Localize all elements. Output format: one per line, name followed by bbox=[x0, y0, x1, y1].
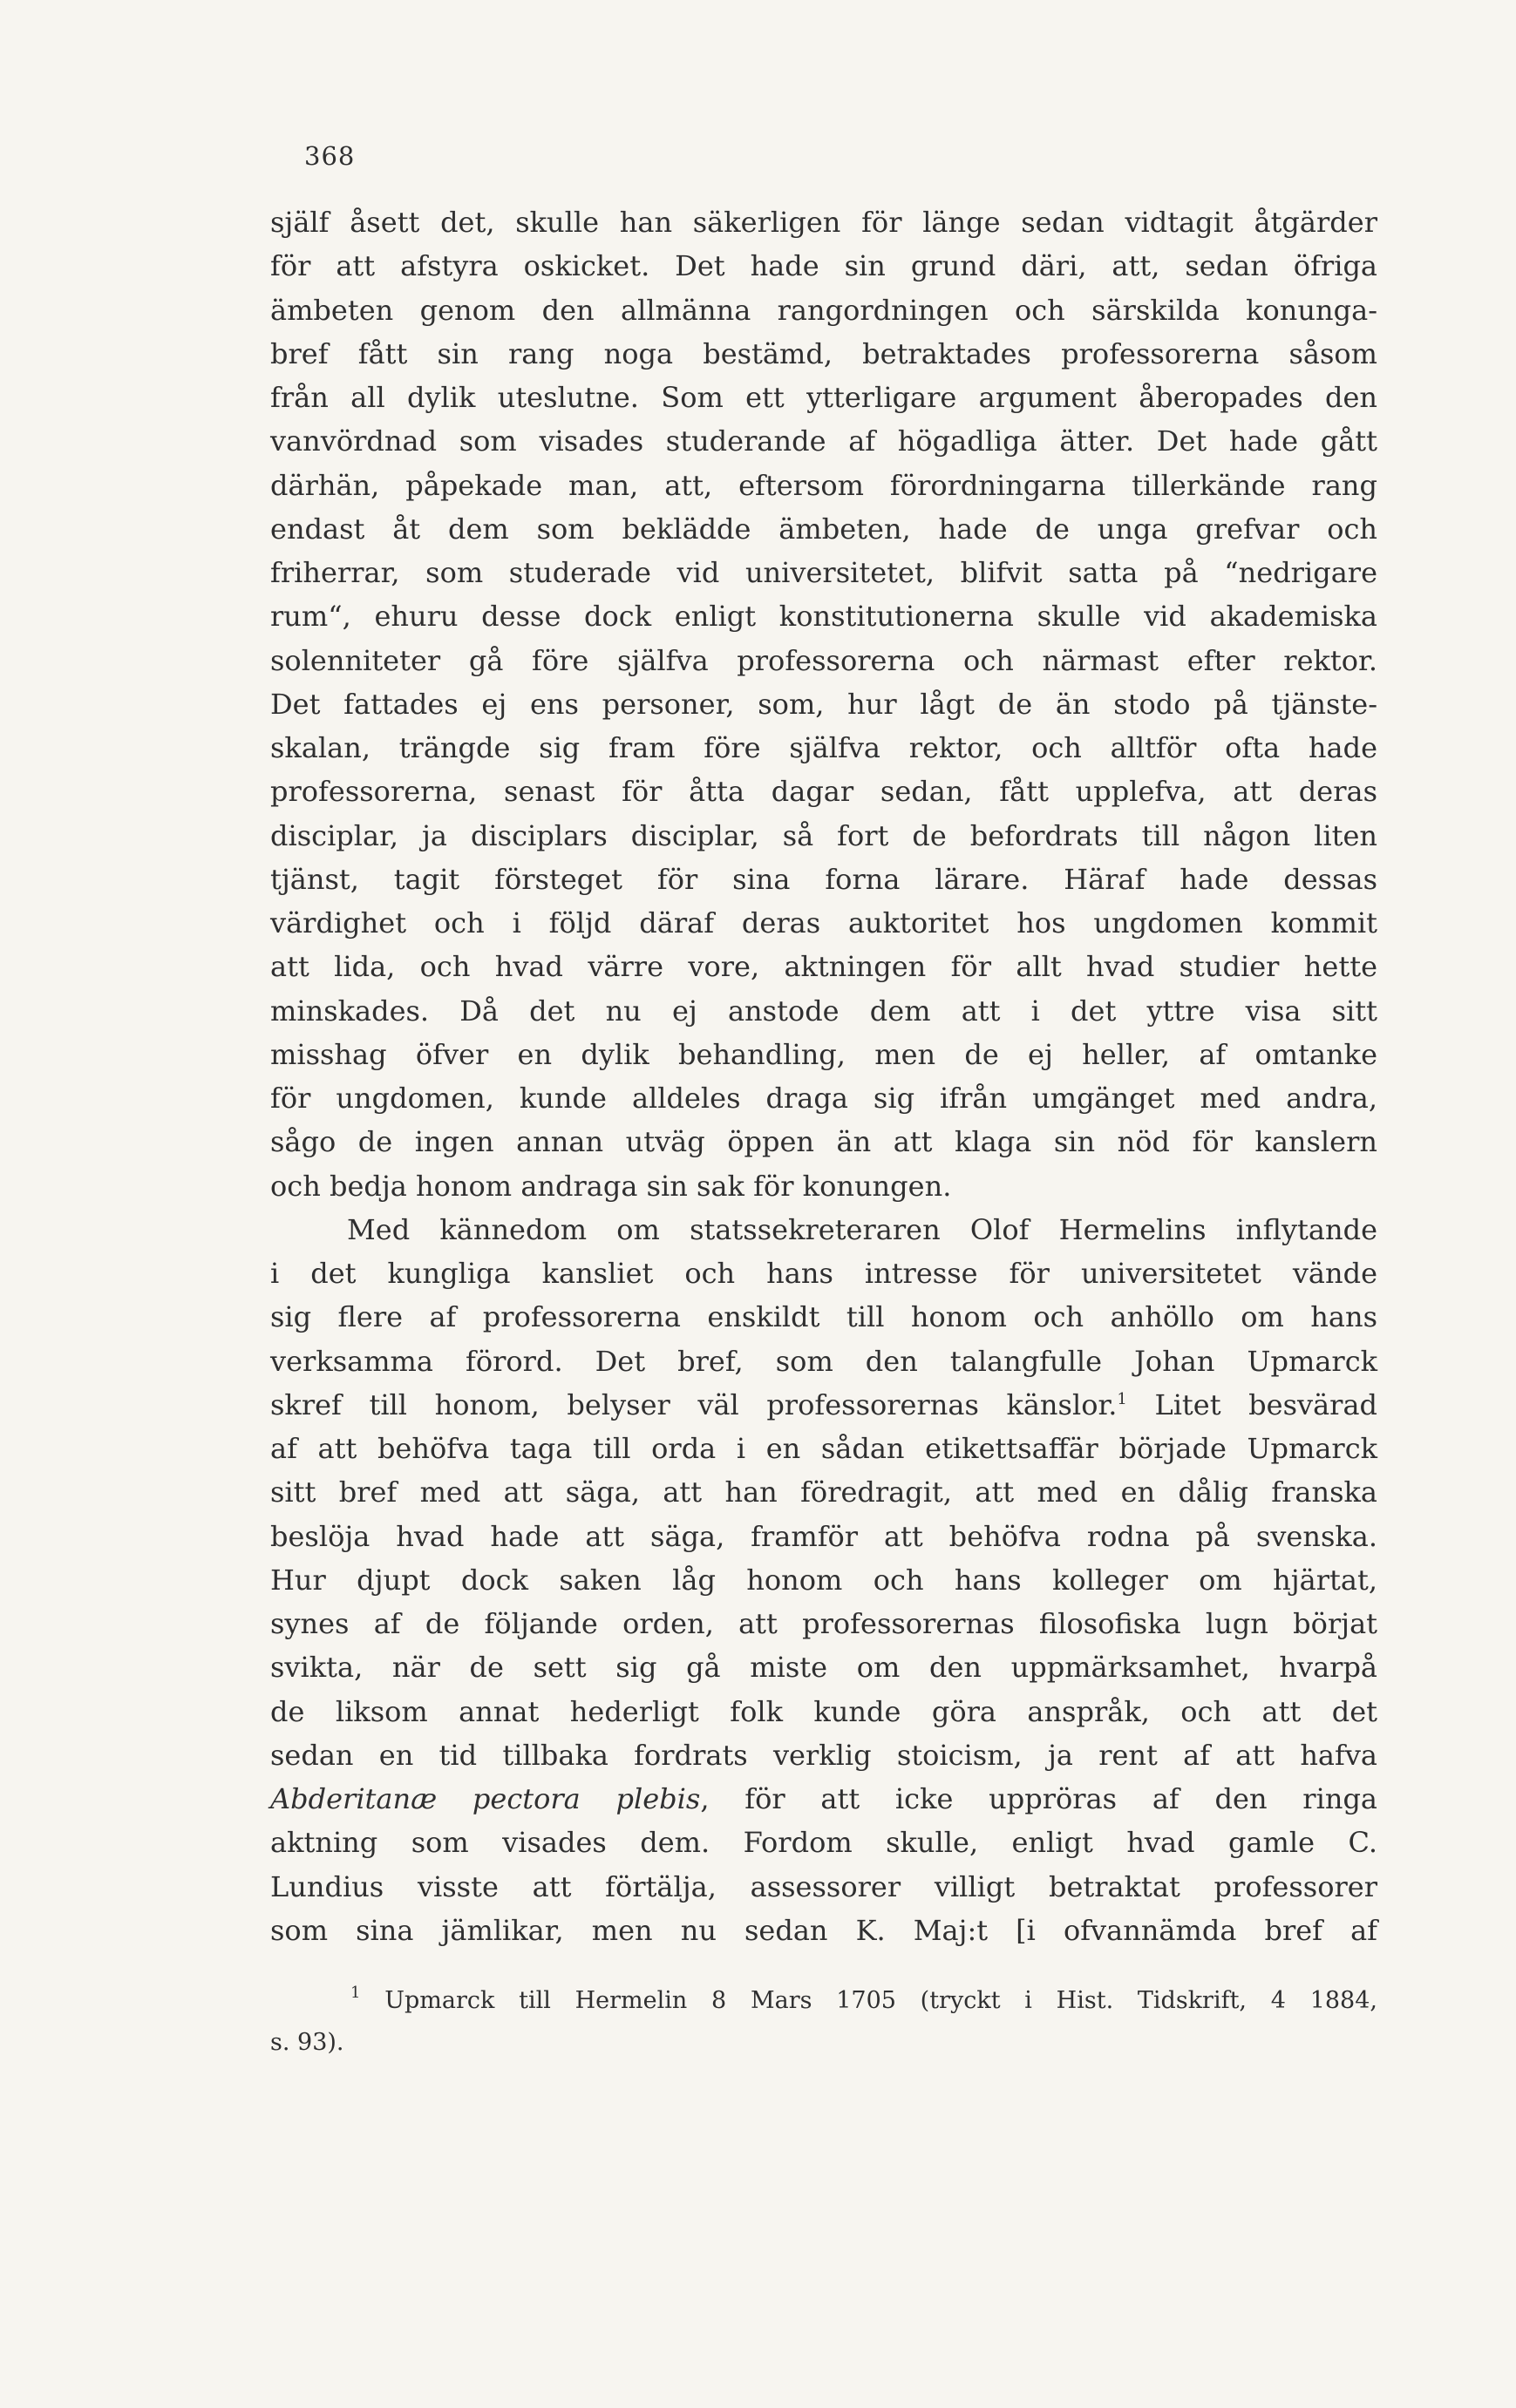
text-line-with-footnote-ref bbox=[270, 1383, 1377, 1427]
text-line: rum“, ehuru desse dock enligt konstitutionerna skulle vid akademiska bbox=[270, 600, 1377, 634]
text-line: Med kännedom om statssekreteraren Olof Hermelins inflytande bbox=[347, 1212, 1377, 1246]
text-line: tjänst, tagit försteget för sina forna lärare. Häraf hade dessas bbox=[270, 862, 1377, 896]
text-line: sågo de ingen annan utväg öppen än att klaga sin nöd för kanslern bbox=[270, 1125, 1377, 1159]
text-line: beslöja hvad hade att säga, framför att behöfva rodna på svenska. bbox=[270, 1519, 1377, 1553]
footnote-reference[interactable]: 1 bbox=[1117, 1389, 1127, 1408]
text-line: professorerna, senast för åtta dagar sedan, fått upplefva, att deras bbox=[270, 775, 1377, 809]
text-line: värdighet och i följd däraf deras auktoritet hos ungdomen kommit bbox=[270, 906, 1377, 939]
text-line: därhän, påpekade man, att, eftersom förordningarna tillerkände rang bbox=[270, 468, 1377, 502]
text-segment: Litet besvärad bbox=[1126, 1387, 1378, 1421]
text-line: bref fått sin rang noga bestämd, betraktades professorerna såsom bbox=[270, 336, 1377, 370]
text-line-with-italic bbox=[270, 1777, 1377, 1821]
text-line: misshag öfver en dylik behandling, men de ej heller, af omtanke bbox=[270, 1037, 1377, 1071]
text-line: Det fattades ej ens personer, som, hur lågt de än stodo på tjänste- bbox=[270, 687, 1377, 721]
text-line: vanvördnad som visades studerande af högadliga ätter. Det hade gått bbox=[270, 424, 1377, 458]
text-line: solenniteter gå före själfva professorerna och närmast efter rektor. bbox=[270, 643, 1377, 677]
text-line: och bedja honom andraga sin sak för konungen. bbox=[270, 1169, 952, 1203]
body-text bbox=[270, 200, 1377, 1952]
text-line: af att behöfva taga till orda i en sådan etikettsaffär började Upmarck bbox=[270, 1432, 1377, 1465]
text-line: Hur djupt dock saken låg honom och hans kolleger om hjärtat, bbox=[270, 1563, 1377, 1597]
text-line: från all dylik uteslutne. Som ett ytterligare argument åberopades den bbox=[270, 381, 1377, 414]
text-line: för att afstyra oskicket. Det hade sin grund däri, att, sedan öfriga bbox=[270, 249, 1377, 283]
text-line: Lundius visste att förtälja, assessorer villigt betraktat professorer bbox=[270, 1869, 1377, 1903]
text-line: ämbeten genom den allmänna rangordningen och särskilda konunga- bbox=[270, 293, 1377, 327]
text-line: aktning som visades dem. Fordom skulle, enligt hvad gamle C. bbox=[270, 1826, 1377, 1860]
text-segment: skref till honom, belyser väl professorernas känslor. bbox=[270, 1387, 1118, 1421]
text-line: de liksom annat hederligt folk kunde göra anspråk, och att det bbox=[270, 1694, 1377, 1728]
text-line: i det kungliga kansliet och hans intresse för universitetet vände bbox=[270, 1257, 1377, 1290]
italic-phrase: Abderitanæ pectora plebis bbox=[270, 1782, 701, 1815]
text-line: att lida, och hvad värre vore, aktningen för allt hvad studier hette bbox=[270, 950, 1377, 984]
text-line: friherrar, som studerade vid universitetet, blifvit satta på “nedrigare bbox=[270, 556, 1377, 589]
text-segment: , för att icke uppröras af den ringa bbox=[700, 1782, 1378, 1815]
footnote-line bbox=[270, 1980, 1377, 2022]
text-line: svikta, när de sett sig gå miste om den uppmärksamhet, hvarpå bbox=[270, 1651, 1377, 1685]
text-line: verksamma förord. Det bref, som den talangfulle Johan Upmarck bbox=[270, 1344, 1377, 1378]
text-line: för ungdomen, kunde alldeles draga sig ifrån umgänget med andra, bbox=[270, 1082, 1377, 1115]
text-line: disciplar, ja disciplars disciplar, så fort de befordrats till någon liten bbox=[270, 818, 1377, 852]
text-line: minskades. Då det nu ej anstode dem att i det yttre visa sitt bbox=[270, 994, 1377, 1028]
footnote bbox=[270, 1980, 1377, 2064]
text-line: synes af de följande orden, att professorernas filosofiska lugn börjat bbox=[270, 1607, 1377, 1640]
text-line: som sina jämlikar, men nu sedan K. Maj:t [i ofvannämda bref af bbox=[270, 1913, 1377, 1947]
text-line: sedan en tid tillbaka fordrats verklig stoicism, ja rent af att hafva bbox=[270, 1738, 1377, 1772]
text-line: själf åsett det, skulle han säkerligen för länge sedan vidtagit åtgärder bbox=[270, 206, 1377, 239]
text-line: endast åt dem som beklädde ämbeten, hade de unga grefvar och bbox=[270, 512, 1377, 546]
footnote-marker: 1 bbox=[350, 1984, 361, 2002]
page-number: 368 bbox=[304, 141, 356, 171]
text-line: skalan, trängde sig fram före själfva rektor, och alltför ofta hade bbox=[270, 731, 1377, 764]
text-line: sig flere af professorerna enskildt till honom och anhöllo om hans bbox=[270, 1300, 1377, 1334]
footnote-line: s. 93). bbox=[270, 2029, 344, 2056]
footnote-text: Upmarck till Hermelin 8 Mars 1705 (tryckt i Hist. Tidskrift, 4 1884, bbox=[384, 1987, 1377, 2014]
text-line: sitt bref med att säga, att han föredragit, att med en dålig franska bbox=[270, 1475, 1377, 1509]
